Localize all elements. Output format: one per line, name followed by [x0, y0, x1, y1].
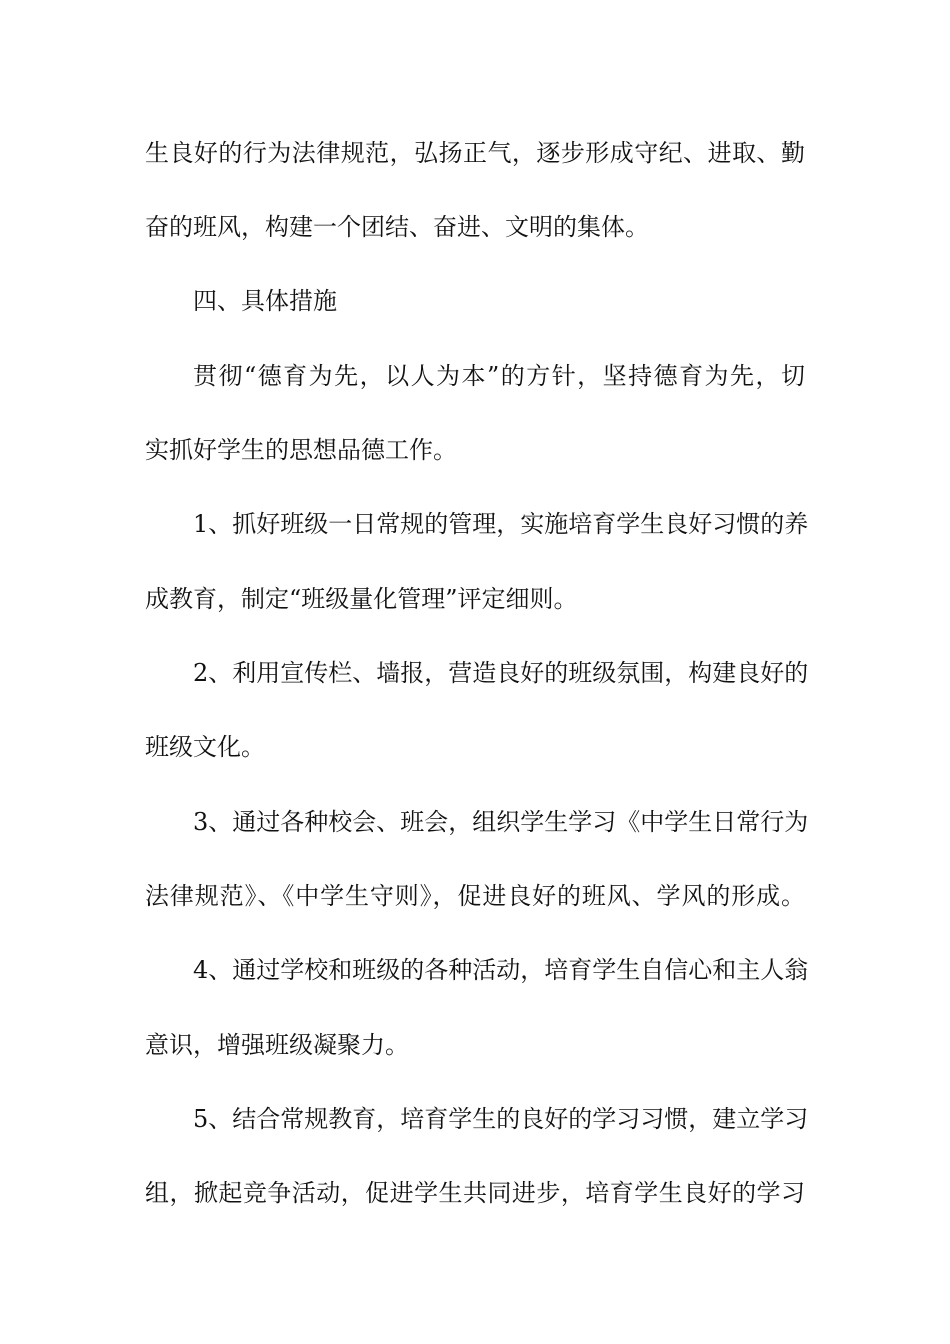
text-line: 组，掀起竞争活动，促进学生共同进步，培育学生良好的学习	[145, 1179, 805, 1207]
list-item-4: 4、通过学校和班级的各种活动，培育学生自信心和主人翁	[193, 956, 809, 984]
text-line: 实抓好学生的思想品德工作。	[145, 436, 457, 464]
list-item-5: 5、结合常规教育，培育学生的良好的学习习惯，建立学习	[193, 1105, 809, 1133]
text-line: 成教育，制定“班级量化管理”评定细则。	[145, 585, 578, 613]
text-line: 法律规范》、《中学生守则》，促进良好的班风、学风的形成。	[145, 882, 805, 910]
list-item-3: 3、通过各种校会、班会，组织学生学习《中学生日常行为	[193, 808, 809, 836]
text-line: 奋的班风，构建一个团结、奋进、文明的集体。	[145, 213, 649, 241]
section-heading: 四、具体措施	[193, 287, 337, 315]
text-line: 班级文化。	[145, 733, 265, 761]
text-line: 贯彻“德育为先，以人为本”的方针，坚持德育为先，切	[193, 362, 805, 390]
text-line: 意识，增强班级凝聚力。	[145, 1031, 409, 1059]
text-line: 生良好的行为法律规范，弘扬正气，逐步形成守纪、进取、勤	[145, 139, 805, 167]
list-item-2: 2、利用宣传栏、墙报，营造良好的班级氛围，构建良好的	[193, 659, 809, 687]
list-item-1: 1、抓好班级一日常规的管理，实施培育学生良好习惯的养	[193, 510, 809, 538]
